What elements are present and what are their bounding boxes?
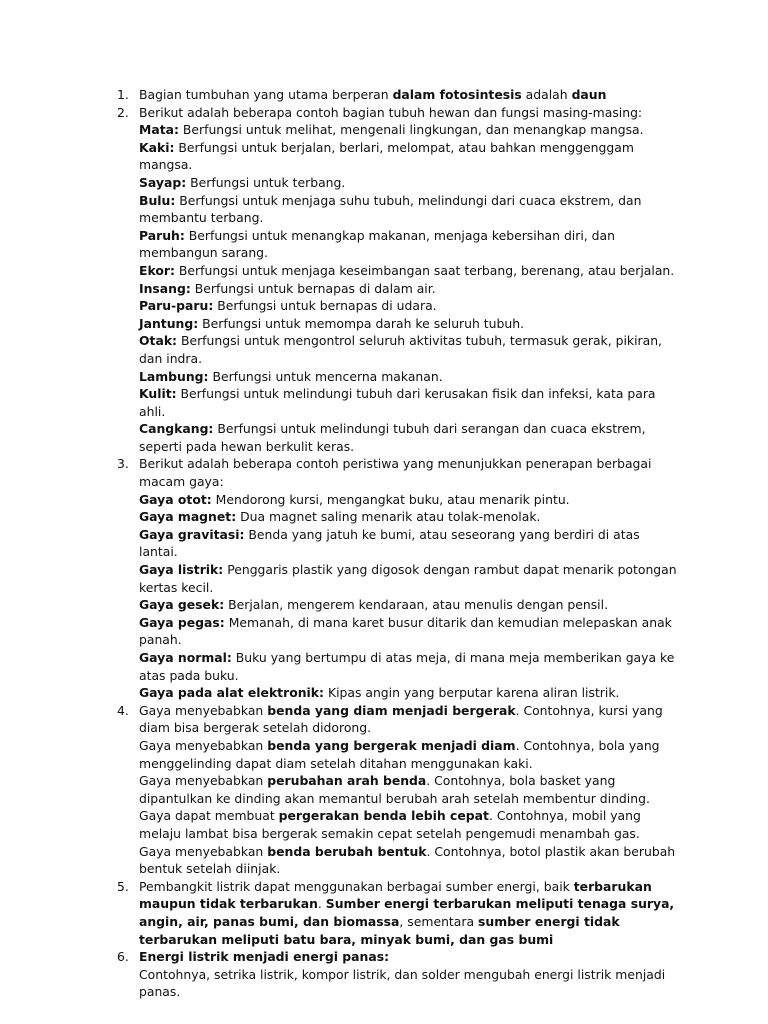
list-item bbox=[0, 455, 768, 701]
paragraph-line bbox=[139, 684, 678, 702]
text-run: Contohnya, setrika listrik, kompor listrik, dan solder mengubah energi listrik menjadi panas. bbox=[139, 966, 666, 1000]
paragraph-line bbox=[139, 86, 678, 104]
document-page bbox=[0, 86, 768, 1001]
text-run: Berfungsi untuk bernapas di dalam air. bbox=[190, 280, 436, 296]
bold-text: dalam fotosintesis bbox=[392, 87, 522, 102]
bold-text: Paru-paru: bbox=[139, 298, 214, 314]
bold-text: Gaya pada alat elektronik: bbox=[139, 685, 324, 701]
text-run: Berfungsi untuk mengontrol seluruh aktivitas tubuh, termasuk gerak, pikiran, dan indra. bbox=[139, 333, 662, 366]
bold-text: Sayap: bbox=[139, 174, 187, 190]
list-item bbox=[0, 948, 768, 1001]
bold-text: Gaya otot: bbox=[139, 491, 212, 507]
bold-text: terbarukan maupun tidak terbarukan bbox=[139, 878, 652, 912]
text-run: Berjalan, mengerem kendaraan, atau menulis dengan pensil. bbox=[224, 597, 609, 613]
text-run: Gaya menyebabkan bbox=[139, 773, 268, 789]
text-run: Buku yang bertumpu di atas meja, di mana meja memberikan gaya ke atas pada buku. bbox=[139, 650, 675, 683]
bold-text: Mata: bbox=[139, 122, 179, 138]
bold-text: Gaya normal: bbox=[139, 650, 232, 665]
text-run: . Contohnya, mobil yang melaju lambat bisa bergerak semakin cepat setelah pengemudi menambah gas. bbox=[139, 808, 641, 841]
text-run: Gaya menyebabkan bbox=[139, 843, 268, 859]
paragraph-line bbox=[139, 385, 678, 420]
paragraph-line bbox=[139, 807, 678, 842]
text-run: Mendorong kursi, mengangkat buku, atau menarik pintu. bbox=[211, 491, 570, 507]
paragraph-line bbox=[139, 878, 678, 948]
paragraph-line bbox=[139, 561, 678, 596]
text-run: Gaya menyebabkan bbox=[139, 702, 268, 718]
bold-text: Ekor: bbox=[139, 262, 175, 278]
paragraph-line bbox=[139, 843, 678, 878]
list-item bbox=[0, 104, 768, 456]
text-run: Berfungsi untuk mencerna makanan. bbox=[208, 368, 443, 384]
paragraph-line bbox=[139, 614, 678, 649]
paragraph-line bbox=[139, 192, 678, 227]
paragraph-line bbox=[139, 280, 678, 298]
list-item-number: 2. bbox=[117, 104, 129, 120]
list-item-number: 4. bbox=[117, 702, 129, 718]
bold-text: perubahan arah benda bbox=[267, 773, 427, 789]
paragraph-line bbox=[139, 368, 678, 386]
list-item bbox=[0, 878, 768, 948]
text-run: Memanah, di mana karet busur ditarik dan kemudian melepaskan anak panah. bbox=[139, 614, 672, 648]
bold-text: Sumber energi terbarukan meliputi tenaga surya, angin, air, panas bumi, dan biomassa bbox=[139, 896, 675, 929]
bold-text: Gaya magnet: bbox=[139, 509, 237, 525]
bold-text: Gaya gesek: bbox=[139, 597, 225, 613]
paragraph-line bbox=[139, 526, 678, 561]
numbered-list bbox=[0, 86, 768, 1001]
paragraph-line bbox=[139, 737, 678, 772]
text-run: Berfungsi untuk melihat, mengenali lingkungan, dan menangkap mangsa. bbox=[178, 122, 644, 138]
paragraph-line bbox=[139, 596, 678, 614]
bold-text: daun bbox=[571, 87, 607, 102]
text-run: Berfungsi untuk melindungi tubuh dari kerusakan fisik dan infeksi, kata para ahli. bbox=[139, 386, 656, 419]
list-item bbox=[0, 86, 768, 104]
bold-text: Energi listrik menjadi energi panas: bbox=[139, 949, 390, 965]
paragraph-line bbox=[139, 649, 678, 684]
paragraph-line bbox=[139, 702, 678, 737]
text-run: Dua magnet saling menarik atau tolak-menolak. bbox=[236, 509, 541, 525]
bold-text: Insang: bbox=[139, 280, 191, 296]
paragraph-line bbox=[139, 121, 678, 139]
paragraph-line bbox=[139, 262, 678, 280]
text-run: . Contohnya, bola yang menggelinding dapat diam setelah ditahan menggunakan kaki. bbox=[139, 737, 660, 771]
text-run: Benda yang jatuh ke bumi, atau seseorang yang berdiri di atas lantai. bbox=[139, 526, 640, 560]
text-run: Berfungsi untuk melindungi tubuh dari serangan dan cuaca ekstrem, seperti pada hewan berkulit keras. bbox=[139, 421, 646, 454]
text-run: Berikut adalah beberapa contoh peristiwa yang menunjukkan penerapan berbagai macam gaya: bbox=[139, 456, 652, 490]
text-run: Gaya menyebabkan bbox=[139, 737, 268, 753]
list-item-number: 3. bbox=[117, 456, 129, 472]
bold-text: Cangkang: bbox=[139, 421, 214, 437]
list-item bbox=[0, 702, 768, 878]
paragraph-line bbox=[139, 174, 678, 192]
list-item-number: 5. bbox=[117, 878, 129, 894]
text-run: . Contohnya, kursi yang diam bisa bergerak setelah didorong. bbox=[139, 702, 663, 736]
paragraph-line bbox=[139, 772, 678, 807]
text-run: adalah bbox=[521, 87, 572, 102]
text-run: Berikut adalah beberapa contoh bagian tubuh hewan dan fungsi masing-masing: bbox=[139, 104, 643, 120]
text-run: Berfungsi untuk terbang. bbox=[186, 174, 346, 190]
bold-text: Gaya pegas: bbox=[139, 614, 225, 630]
bold-text: Jantung: bbox=[139, 315, 199, 331]
paragraph-line bbox=[139, 227, 678, 262]
paragraph-line bbox=[139, 332, 678, 367]
text-run: Kipas angin yang berputar karena aliran listrik. bbox=[324, 685, 620, 701]
text-run: Berfungsi untuk bernapas di udara. bbox=[213, 298, 437, 314]
paragraph-line bbox=[139, 315, 678, 333]
list-item-number: 1. bbox=[117, 87, 129, 102]
text-run: , sementara bbox=[399, 913, 479, 929]
bold-text: benda yang diam menjadi bergerak bbox=[267, 702, 516, 718]
text-run: Pembangkit listrik dapat menggunakan berbagai sumber energi, baik bbox=[139, 878, 574, 894]
bold-text: Paruh: bbox=[139, 227, 185, 243]
bold-text: Lambung: bbox=[139, 368, 209, 384]
text-run: Berfungsi untuk memompa darah ke seluruh tubuh. bbox=[198, 315, 525, 331]
bold-text: Bulu: bbox=[139, 192, 176, 208]
text-run: Berfungsi untuk menjaga keseimbangan saat terbang, berenang, atau berjalan. bbox=[174, 262, 675, 278]
text-run: . Contohnya, bola basket yang dipantulkan ke dinding akan memantul berubah arah setelah membentur dinding. bbox=[139, 773, 650, 806]
paragraph-line bbox=[139, 948, 678, 966]
paragraph-line bbox=[139, 966, 678, 1001]
text-run: . Contohnya, botol plastik akan berubah bentuk setelah diinjak. bbox=[139, 843, 676, 877]
paragraph-line bbox=[139, 455, 678, 490]
paragraph-line bbox=[139, 508, 678, 526]
paragraph-line bbox=[139, 297, 678, 315]
bold-text: pergerakan benda lebih cepat bbox=[278, 808, 489, 824]
list-item-number: 6. bbox=[117, 949, 129, 965]
bold-text: Gaya listrik: bbox=[139, 562, 224, 578]
paragraph-line bbox=[139, 491, 678, 509]
bold-text: Kaki: bbox=[139, 139, 175, 155]
text-run: Bagian tumbuhan yang utama berperan bbox=[139, 87, 393, 102]
paragraph-line bbox=[139, 104, 678, 122]
bold-text: Otak: bbox=[139, 333, 178, 349]
bold-text: sumber energi tidak terbarukan meliputi batu bara, minyak bumi, dan gas bumi bbox=[139, 913, 620, 947]
text-run: Berfungsi untuk menangkap makanan, menjaga kebersihan diri, dan membangun sarang. bbox=[139, 227, 615, 261]
text-run: Penggaris plastik yang digosok dengan rambut dapat menarik potongan kertas kecil. bbox=[139, 562, 677, 595]
paragraph-line bbox=[139, 420, 678, 455]
text-run: Gaya dapat membuat bbox=[139, 808, 279, 824]
bold-text: Gaya gravitasi: bbox=[139, 526, 245, 542]
text-run: Berfungsi untuk berjalan, berlari, melompat, atau bahkan menggenggam mangsa. bbox=[139, 139, 634, 173]
bold-text: benda yang bergerak menjadi diam bbox=[267, 737, 516, 753]
paragraph-line bbox=[139, 139, 678, 174]
bold-text: Kulit: bbox=[139, 386, 177, 402]
text-run: . bbox=[317, 896, 326, 912]
text-run: Berfungsi untuk menjaga suhu tubuh, melindungi dari cuaca ekstrem, dan membantu terbang. bbox=[139, 192, 642, 226]
bold-text: benda berubah bentuk bbox=[267, 843, 427, 859]
